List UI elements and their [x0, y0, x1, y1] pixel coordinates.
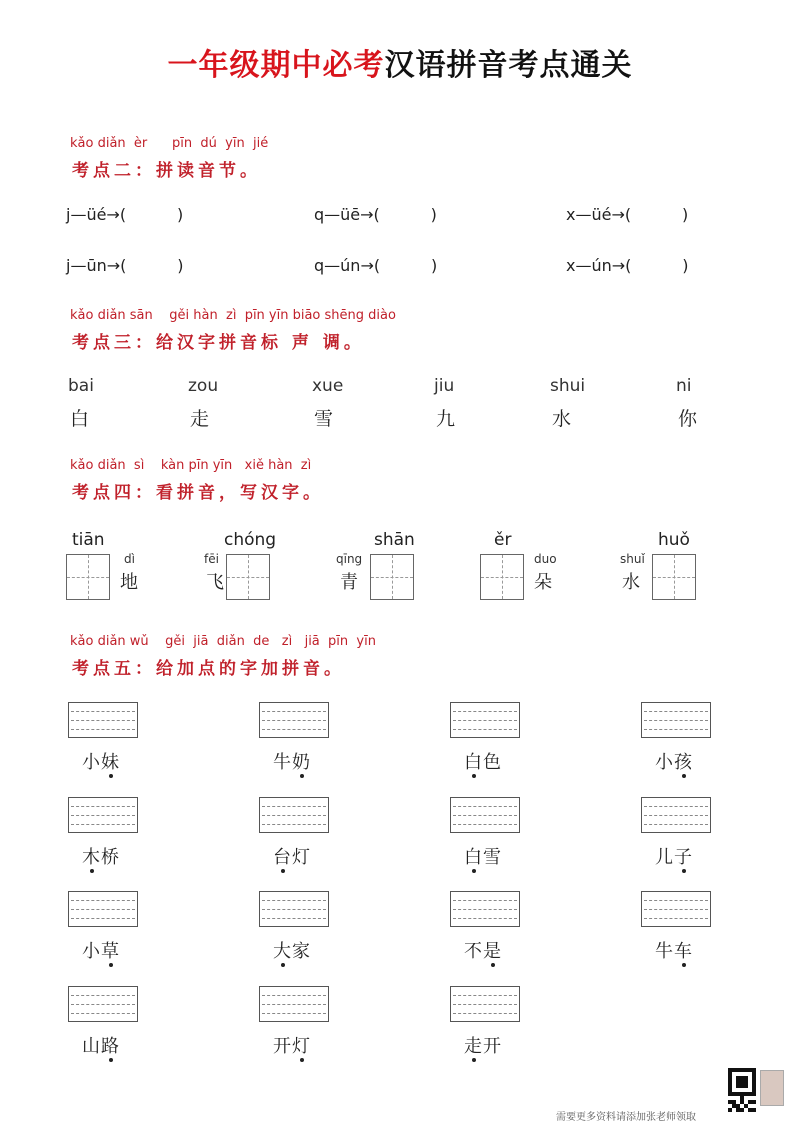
- tone-pinyin: xue: [312, 376, 344, 396]
- word-prompt: 儿子: [655, 847, 693, 868]
- section5-pinyin: kǎo diǎn wǔ gěi jiā diǎn de zì jiā pīn yīn: [70, 634, 376, 649]
- writing-line: [71, 711, 135, 712]
- word-prompt: 小草: [82, 941, 120, 962]
- writing-line: [453, 815, 517, 816]
- hint-pinyin: fēi: [204, 552, 219, 566]
- writing-line: [262, 729, 326, 730]
- writing-line: [71, 1004, 135, 1005]
- writing-line: [644, 806, 708, 807]
- pinyin-answer-box[interactable]: [68, 702, 138, 738]
- writing-line: [262, 711, 326, 712]
- word-prompt: 不是: [464, 941, 502, 962]
- emphasis-dot: [281, 869, 285, 873]
- spelling-exercise: x—ún→( ): [566, 256, 689, 275]
- word-prompt: 台灯: [273, 847, 311, 868]
- qr-cell: [728, 1108, 732, 1112]
- writing-line: [644, 815, 708, 816]
- hint-character: 水: [622, 572, 640, 593]
- page-title: 一年级期中必考汉语拼音考点通关: [167, 48, 633, 83]
- section4-heading: 考点四：看拼音，写汉字。: [72, 483, 324, 503]
- writing-line: [71, 1013, 135, 1014]
- pinyin-answer-box[interactable]: [450, 986, 520, 1022]
- hint-character: 飞: [206, 572, 224, 593]
- writing-line: [453, 995, 517, 996]
- writing-line: [644, 720, 708, 721]
- writing-line: [644, 824, 708, 825]
- writing-line: [453, 900, 517, 901]
- emphasis-dot: [491, 963, 495, 967]
- pinyin-answer-box[interactable]: [641, 702, 711, 738]
- qr-cell: [752, 1108, 756, 1112]
- qr-cell: [752, 1092, 756, 1096]
- tone-pinyin: ni: [676, 376, 692, 396]
- tone-character: 白: [70, 408, 90, 430]
- word-prompt: 大家: [273, 941, 311, 962]
- emphasis-dot: [300, 774, 304, 778]
- pinyin-answer-box[interactable]: [259, 797, 329, 833]
- tone-pinyin: shui: [550, 376, 586, 396]
- hint-character: 地: [120, 572, 138, 593]
- emphasis-dot: [472, 1058, 476, 1062]
- tone-character: 雪: [314, 408, 334, 430]
- footer-note: 需要更多资料请添加张老师领取: [556, 1112, 696, 1123]
- hint-character: 青: [340, 572, 358, 593]
- emphasis-dot: [472, 869, 476, 873]
- write-pinyin: huǒ: [658, 530, 690, 550]
- write-pinyin: tiān: [72, 530, 105, 550]
- tian-grid-box[interactable]: [370, 554, 414, 600]
- hint-pinyin: dì: [124, 552, 135, 566]
- pinyin-answer-box[interactable]: [259, 986, 329, 1022]
- writing-line: [453, 720, 517, 721]
- qr-cell: [740, 1108, 744, 1112]
- writing-line: [453, 1004, 517, 1005]
- pinyin-answer-box[interactable]: [450, 797, 520, 833]
- spelling-exercise: x—üé→( ): [566, 205, 689, 224]
- writing-line: [262, 918, 326, 919]
- word-prompt: 小妹: [82, 752, 120, 773]
- emphasis-dot: [682, 774, 686, 778]
- spelling-exercise: j—üé→( ): [66, 205, 184, 224]
- writing-line: [71, 900, 135, 901]
- hint-pinyin: shuǐ: [620, 552, 645, 566]
- avatar: [760, 1070, 784, 1106]
- writing-line: [644, 711, 708, 712]
- section5-heading: 考点五：给加点的字加拼音。: [72, 659, 345, 679]
- writing-line: [71, 918, 135, 919]
- writing-line: [262, 720, 326, 721]
- emphasis-dot: [472, 774, 476, 778]
- emphasis-dot: [109, 963, 113, 967]
- writing-line: [644, 729, 708, 730]
- writing-line: [644, 900, 708, 901]
- section2-heading: 考点二：拼读音节。: [72, 161, 261, 181]
- section3-heading: 考点三：给汉字拼音标 声 调。: [72, 333, 365, 353]
- writing-line: [71, 995, 135, 996]
- hint-pinyin: qīng: [336, 552, 363, 566]
- writing-line: [644, 909, 708, 910]
- word-prompt: 山路: [82, 1036, 120, 1057]
- writing-line: [644, 918, 708, 919]
- tone-character: 你: [678, 408, 698, 430]
- writing-line: [262, 995, 326, 996]
- writing-line: [453, 1013, 517, 1014]
- pinyin-answer-box[interactable]: [259, 702, 329, 738]
- emphasis-dot: [300, 1058, 304, 1062]
- writing-line: [453, 711, 517, 712]
- word-prompt: 木桥: [82, 847, 120, 868]
- emphasis-dot: [109, 774, 113, 778]
- section4-pinyin: kǎo diǎn sì kàn pīn yīn xiě hàn zì: [70, 458, 312, 473]
- writing-line: [71, 806, 135, 807]
- tone-pinyin: zou: [188, 376, 219, 396]
- pinyin-answer-box[interactable]: [68, 986, 138, 1022]
- pinyin-answer-box[interactable]: [641, 797, 711, 833]
- section2-pinyin: kǎo diǎn èr pīn dú yīn jié: [70, 136, 269, 151]
- writing-line: [71, 729, 135, 730]
- writing-line: [453, 806, 517, 807]
- pinyin-answer-box[interactable]: [68, 891, 138, 927]
- writing-line: [71, 720, 135, 721]
- tone-character: 九: [436, 408, 456, 430]
- word-prompt: 小孩: [655, 752, 693, 773]
- pinyin-answer-box[interactable]: [450, 702, 520, 738]
- tian-grid-box[interactable]: [66, 554, 110, 600]
- write-pinyin: chóng: [224, 530, 277, 550]
- word-prompt: 开灯: [273, 1036, 311, 1057]
- writing-line: [71, 824, 135, 825]
- section3-pinyin: kǎo diǎn sān gěi hàn zì pīn yīn biāo shēng diào: [70, 308, 396, 323]
- spelling-exercise: j—ūn→( ): [66, 256, 184, 275]
- writing-line: [453, 909, 517, 910]
- writing-line: [262, 900, 326, 901]
- word-prompt: 牛车: [655, 941, 693, 962]
- spelling-exercise: q—ún→( ): [314, 256, 438, 275]
- pinyin-answer-box[interactable]: [641, 891, 711, 927]
- hint-pinyin: duo: [534, 552, 557, 566]
- emphasis-dot: [682, 869, 686, 873]
- hint-character: 朵: [534, 572, 552, 593]
- emphasis-dot: [281, 963, 285, 967]
- emphasis-dot: [90, 869, 94, 873]
- writing-line: [262, 815, 326, 816]
- write-pinyin: shān: [374, 530, 415, 550]
- word-prompt: 走开: [464, 1036, 502, 1057]
- writing-line: [262, 1013, 326, 1014]
- writing-line: [453, 729, 517, 730]
- emphasis-dot: [109, 1058, 113, 1062]
- tone-pinyin: bai: [68, 376, 94, 396]
- qr-cell: [744, 1084, 748, 1088]
- writing-line: [262, 806, 326, 807]
- word-prompt: 牛奶: [273, 752, 311, 773]
- qr-cell: [752, 1100, 756, 1104]
- tone-character: 水: [552, 408, 572, 430]
- tone-pinyin: jiu: [434, 376, 455, 396]
- writing-line: [262, 824, 326, 825]
- word-prompt: 白雪: [464, 847, 502, 868]
- word-prompt: 白色: [464, 752, 502, 773]
- write-pinyin: ěr: [494, 530, 512, 550]
- pinyin-answer-box[interactable]: [450, 891, 520, 927]
- writing-line: [262, 1004, 326, 1005]
- pinyin-answer-box[interactable]: [68, 797, 138, 833]
- writing-line: [453, 918, 517, 919]
- pinyin-answer-box[interactable]: [259, 891, 329, 927]
- tian-grid-box[interactable]: [652, 554, 696, 600]
- tone-character: 走: [190, 408, 210, 430]
- emphasis-dot: [682, 963, 686, 967]
- writing-line: [71, 815, 135, 816]
- spelling-exercise: q—üē→( ): [314, 205, 437, 224]
- writing-line: [262, 909, 326, 910]
- tian-grid-box[interactable]: [226, 554, 270, 600]
- writing-line: [71, 909, 135, 910]
- qr-code-icon: [728, 1068, 788, 1122]
- writing-line: [453, 824, 517, 825]
- tian-grid-box[interactable]: [480, 554, 524, 600]
